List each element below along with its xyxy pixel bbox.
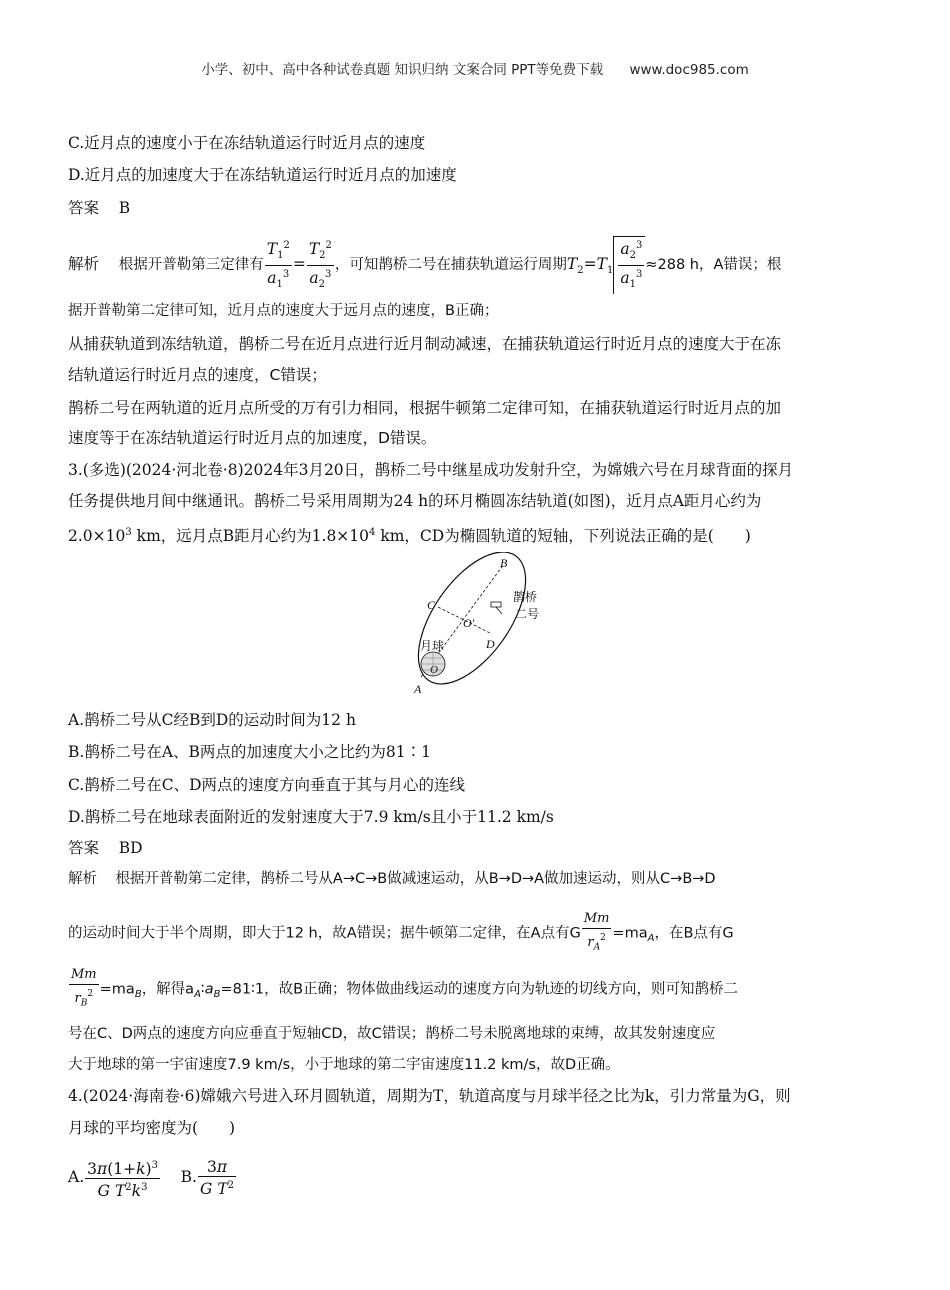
label-c: C	[427, 598, 436, 612]
q4-options	[68, 1152, 237, 1202]
formula-t1-a1: $\frac{T_1^2}{a_1^3}$	[265, 237, 292, 294]
label-sat-1: 鹊桥	[513, 590, 538, 604]
label-a: A	[414, 682, 422, 696]
q4-option-a-formula: $\frac{3\pi(1+k)^3}{G T^2k^3}$	[85, 1157, 160, 1200]
q3-option-d: D.鹊桥二号在地球表面附近的发射速度大于7.9 km/s且小于11.2 km/s	[68, 808, 554, 826]
q3-stem-line-3: $2.0\times 10^3$ km，远月点B距月心约为$1.8\times 10^4$ km，CD为椭圆轨道的短轴，下列说法正确的是( )	[68, 527, 751, 545]
q2-answer	[68, 198, 130, 218]
q2-analysis-line-5: 鹊桥二号在两轨道的近月点所受的万有引力相同，根据牛顿第二定律可知，在捕获轨道运行时近月点的加	[68, 399, 782, 417]
answer-value: B	[118, 199, 131, 217]
analysis-label: 解析	[68, 255, 100, 274]
q3-analysis-line-2: 的运动时间大于半个周期，即大于12 h，故A错误；据牛顿第二定律，在A点有G $\frac{Mm}{r_A^2}$ $=ma_A$，在B点有G	[68, 910, 734, 959]
q4-stem-line-2: 月球的平均密度为( )	[68, 1119, 236, 1137]
orbit-figure	[400, 552, 560, 700]
q3-option-a: A.鹊桥二号从C经B到D的运动时间为12 h	[68, 711, 356, 729]
q4-option-b-label: B.	[180, 1168, 197, 1186]
page-header	[0, 58, 950, 78]
q4-option-a-label: A.	[68, 1168, 85, 1186]
answer-label: 答案	[68, 199, 100, 217]
q2-option-d: D.近月点的加速度大于在冻结轨道运行时近月点的加速度	[68, 166, 457, 184]
q4-stem-line-1: 4.(2024·海南卷·6)嫦娥六号进入环月圆轨道，周期为T，轨道高度与月球半径之比为k，引力常量为G，则	[68, 1087, 791, 1105]
header-url[interactable]: www.doc985.com	[629, 62, 749, 78]
q4-option-b-formula: $\frac{3\pi}{G T^2}$	[199, 1158, 235, 1198]
answer-value: BD	[118, 839, 143, 857]
q2-analysis-line-1: 解析 根据开普勒第三定律有 $\frac{T_1^2}{a_1^3}$ = $\frac{T_2^2}{a_2^3}$ ，可知鹊桥二号在捕获轨道运行周期$T_2=T_1$ $\frac{a_2^3}{a_1^3}$ ≈288 h，A错误；根	[68, 236, 781, 294]
q3-analysis-line-3: $\frac{Mm}{r_B^2}$ $=ma_B$，解得$a_A∶a_B=81∶1$，故B正确；物体做曲线运动的速度方向为轨迹的切线方向，则可知鹊桥二	[71, 967, 739, 1009]
q2-analysis-line-3: 从捕获轨道到冻结轨道，鹊桥二号在近月点进行近月制动减速，在捕获轨道运行时近月点的速度大于在冻	[68, 335, 782, 353]
q3-analysis-line-1: 解析 根据开普勒第二定律，鹊桥二号从A→C→B做减速运动，从B→D→A做加速运动，则从C→B→D	[68, 871, 716, 887]
q2-analysis-line-4: 结轨道运行时近月点的速度，C错误；	[68, 366, 327, 384]
label-o-prime: O′	[463, 616, 475, 630]
q3-stem-line-1: 3.(多选)(2024·河北卷·8)2024年3月20日，鹊桥二号中继星成功发射升空，为嫦娥六号在月球背面的探月	[68, 461, 794, 479]
formula-t2-a2: $\frac{T_2^2}{a_2^3}$	[307, 237, 334, 294]
q2-analysis-line-6: 速度等于在冻结轨道运行时近月点的加速度，D错误。	[68, 429, 437, 447]
sqrt-formula: $\frac{a_2^3}{a_1^3}$	[613, 236, 645, 294]
label-sat-2: 二号	[515, 607, 540, 621]
analysis-label: 解析	[68, 871, 97, 887]
q3-analysis-line-4: 号在C、D两点的速度方向应垂直于短轴CD，故C错误；鹊桥二号未脱离地球的束缚，故其发射速度应	[68, 1026, 716, 1042]
q3-analysis-line-5: 大于地球的第一宇宙速度7.9 km/s，小于地球的第二宇宙速度11.2 km/s，故D正确。	[68, 1057, 620, 1073]
q3-answer	[68, 838, 143, 858]
label-moon: 月球	[420, 639, 445, 653]
satellite-icon	[491, 602, 501, 607]
q2-option-c: C.近月点的速度小于在冻结轨道运行时近月点的速度	[68, 134, 426, 152]
q3-stem-line-2: 任务提供地月间中继通讯。鹊桥二号采用周期为24 h的环月椭圆冻结轨道(如图)，近月点A距月心约为	[68, 492, 762, 510]
q2-analysis-line-2: 据开普勒第二定律可知，近月点的速度大于远月点的速度，B正确；	[68, 303, 499, 319]
label-b: B	[500, 556, 508, 570]
answer-label: 答案	[68, 839, 100, 857]
q3-option-c: C.鹊桥二号在C、D两点的速度方向垂直于其与月心的连线	[68, 776, 466, 794]
label-d: D	[486, 637, 495, 651]
label-o: O	[430, 664, 438, 676]
q3-option-b: B.鹊桥二号在A、B两点的加速度大小之比约为81∶1	[68, 743, 431, 761]
header-text: 小学、初中、高中各种试卷真题 知识归纳 文案合同 PPT等免费下载	[201, 62, 604, 78]
